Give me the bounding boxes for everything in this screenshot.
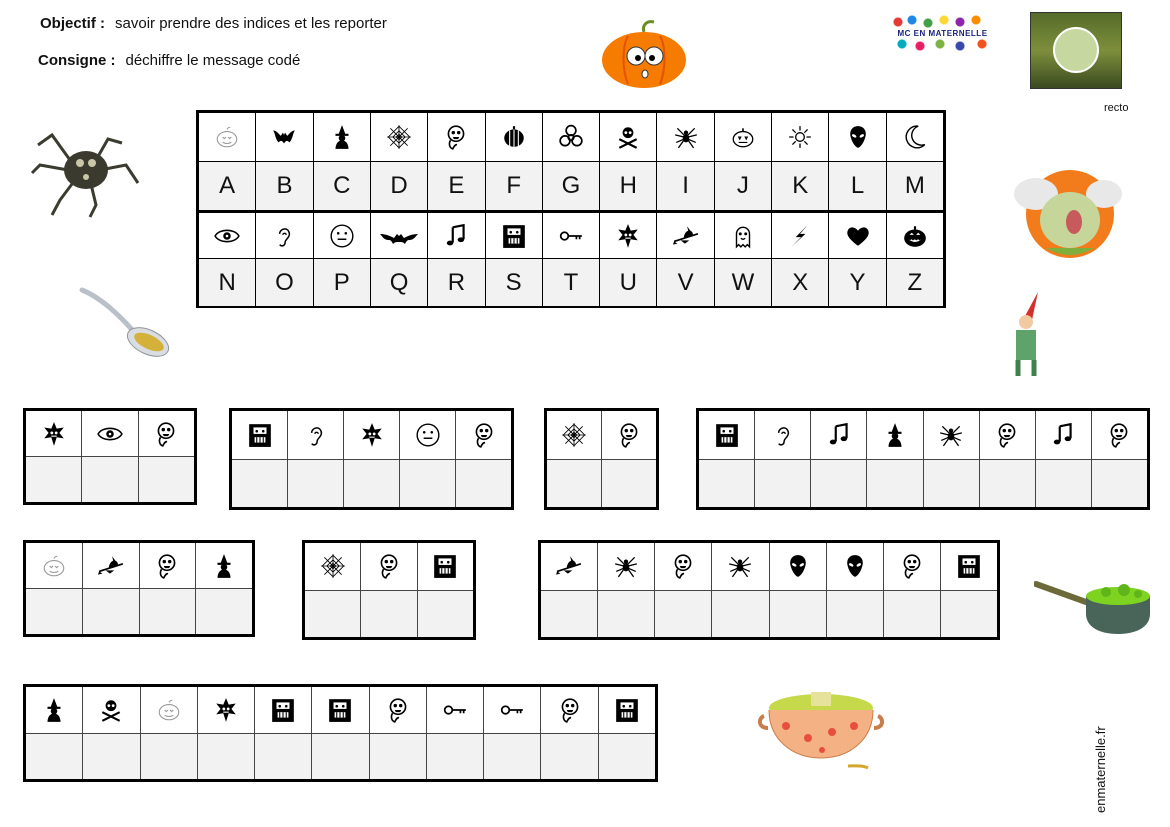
coded-symbol-cell <box>83 687 139 733</box>
key-letter-cell: I <box>657 162 713 210</box>
coded-symbol-cell <box>427 687 483 733</box>
instruction-line <box>38 52 300 69</box>
key-symbol-cell <box>314 113 370 161</box>
coded-symbol-cell <box>312 687 368 733</box>
objective-line <box>40 15 387 32</box>
coded-symbol-cell <box>712 543 768 590</box>
flying-witch-icon <box>673 223 699 249</box>
key-letter-cell: T <box>543 259 599 306</box>
star-monster-icon <box>213 697 239 723</box>
coded-symbol-cell <box>141 687 197 733</box>
frankenstein-icon <box>614 697 640 723</box>
answer-letter-cell[interactable] <box>541 734 597 780</box>
skull-face-icon <box>994 422 1020 448</box>
coded-symbol-cell <box>344 411 399 459</box>
frankenstein-icon <box>714 422 740 448</box>
flying-witch-icon <box>98 553 124 579</box>
coded-symbol-cell <box>288 411 343 459</box>
biohazard-icon <box>558 124 584 150</box>
key-symbol-cell <box>314 211 370 258</box>
coded-symbol-cell <box>82 411 137 456</box>
key-symbol-cell <box>829 113 885 161</box>
coded-symbol-cell <box>1092 411 1147 459</box>
recto-label: recto <box>1104 102 1129 114</box>
frankenstein-icon <box>327 697 353 723</box>
answer-letter-cell[interactable] <box>884 591 940 638</box>
coded-symbol-cell <box>370 687 426 733</box>
key-letter-cell: E <box>428 162 484 210</box>
key-letter-cell: S <box>486 259 542 306</box>
key-symbol-cell <box>887 113 943 161</box>
ear-icon <box>770 422 796 448</box>
key-symbol-cell <box>772 211 828 258</box>
key-letter-cell: C <box>314 162 370 210</box>
coded-symbol-cell <box>599 687 655 733</box>
key-symbol-cell <box>486 113 542 161</box>
coded-symbol-cell <box>541 687 597 733</box>
star-monster-icon <box>359 422 385 448</box>
key-letter-cell: F <box>486 162 542 210</box>
answer-letter-cell[interactable] <box>547 460 601 508</box>
cauldron-pot-illustration <box>1034 572 1158 638</box>
coded-symbol-cell <box>980 411 1035 459</box>
key-icon <box>558 223 584 249</box>
bat-icon <box>271 124 297 150</box>
answer-letter-cell[interactable] <box>980 460 1035 508</box>
answer-letter-cell[interactable] <box>83 734 139 780</box>
skull-crossbones-icon <box>615 124 641 150</box>
answer-letter-cell[interactable] <box>941 591 997 638</box>
key-icon <box>499 697 525 723</box>
spider-icon <box>938 422 964 448</box>
word-box-6 <box>302 540 476 640</box>
coded-symbol-cell <box>232 411 287 459</box>
answer-letter-cell[interactable] <box>26 457 81 502</box>
answer-letter-cell[interactable] <box>288 460 343 508</box>
key-letter-cell: V <box>657 259 713 306</box>
skull-face-icon <box>471 422 497 448</box>
word-box-1 <box>23 408 197 505</box>
word-box-5 <box>23 540 255 637</box>
key-symbol-cell <box>256 113 312 161</box>
coded-symbol-cell <box>139 411 194 456</box>
coded-symbol-cell <box>83 543 139 588</box>
coded-symbol-cell <box>655 543 711 590</box>
answer-letter-cell[interactable] <box>196 589 252 634</box>
skull-face-icon <box>154 553 180 579</box>
word-box-3 <box>544 408 659 510</box>
key-symbol-cell <box>199 113 255 161</box>
coded-symbol-cell <box>26 543 82 588</box>
answer-letter-cell[interactable] <box>602 460 656 508</box>
music-note-icon <box>826 422 852 448</box>
answer-letter-cell[interactable] <box>198 734 254 780</box>
key-symbol-cell <box>543 113 599 161</box>
spoon-illustration <box>78 282 173 360</box>
coded-symbol-cell <box>26 687 82 733</box>
objective-text: savoir prendre des indices et les reporter <box>115 15 387 32</box>
skull-face-icon <box>899 553 925 579</box>
ear-icon <box>303 422 329 448</box>
word-box-2 <box>229 408 514 510</box>
answer-letter-cell[interactable] <box>26 589 82 634</box>
answer-letter-cell[interactable] <box>418 591 473 638</box>
answer-letter-cell[interactable] <box>232 460 287 508</box>
skull-face-icon <box>443 124 469 150</box>
coded-symbol-cell <box>361 543 416 590</box>
spider-icon <box>727 553 753 579</box>
skull-face-icon <box>153 421 179 447</box>
key-symbol-cell <box>371 211 427 258</box>
gnome-illustration <box>1004 290 1048 378</box>
spider-illustration <box>30 125 142 220</box>
coded-symbol-cell <box>602 411 656 459</box>
witch-icon <box>41 697 67 723</box>
key-letter-cell: G <box>543 162 599 210</box>
answer-letter-cell[interactable] <box>255 734 311 780</box>
key-letter-cell: R <box>428 259 484 306</box>
key-letter-cell: D <box>371 162 427 210</box>
jack-o-lantern-icon <box>902 223 928 249</box>
coded-symbol-cell <box>924 411 979 459</box>
logo-text: MC EN MATERNELLE <box>897 28 988 38</box>
pumpkin-outline-icon <box>214 124 240 150</box>
skull-crossbones-icon <box>98 697 124 723</box>
answer-letter-cell[interactable] <box>924 460 979 508</box>
skull-face-icon <box>557 697 583 723</box>
objective-label: Objectif : <box>40 15 106 32</box>
star-monster-icon <box>41 421 67 447</box>
key-symbol-cell <box>657 113 713 161</box>
answer-letter-cell[interactable] <box>305 591 360 638</box>
key-letter-cell: B <box>256 162 312 210</box>
soup-bowl-illustration <box>756 686 886 774</box>
key-symbol-cell <box>829 211 885 258</box>
alien-head-icon <box>845 124 871 150</box>
spider-icon <box>613 553 639 579</box>
coded-symbol-cell <box>699 411 754 459</box>
answer-letter-cell[interactable] <box>456 460 511 508</box>
witch-icon <box>882 422 908 448</box>
spiderweb-icon <box>320 553 346 579</box>
site-url: enmaternelle.fr <box>1093 726 1108 813</box>
coded-symbol-cell <box>884 543 940 590</box>
key-letter-cell: O <box>256 259 312 306</box>
key-letter-cell: N <box>199 259 255 306</box>
answer-letter-cell[interactable] <box>344 460 399 508</box>
sun-icon <box>787 124 813 150</box>
witch-icon <box>329 124 355 150</box>
key-letter-cell: U <box>600 259 656 306</box>
answer-letter-cell[interactable] <box>827 591 883 638</box>
instruction-label: Consigne : <box>38 52 116 69</box>
coded-symbol-cell <box>26 411 81 456</box>
coded-symbol-cell <box>547 411 601 459</box>
key-symbol-cell <box>715 211 771 258</box>
key-letter-cell: Y <box>829 259 885 306</box>
coded-symbol-cell <box>811 411 866 459</box>
neutral-face-icon <box>415 422 441 448</box>
coded-symbol-cell <box>541 543 597 590</box>
coded-symbol-cell <box>456 411 511 459</box>
frankenstein-icon <box>247 422 273 448</box>
ghost-icon <box>730 223 756 249</box>
key-letter-cell: L <box>829 162 885 210</box>
spiderweb-icon <box>561 422 587 448</box>
star-monster-icon <box>615 223 641 249</box>
key-letter-cell: K <box>772 162 828 210</box>
instruction-text: déchiffre le message codé <box>125 52 301 69</box>
key-symbol-cell <box>256 211 312 258</box>
answer-letter-cell[interactable] <box>139 457 194 502</box>
key-letter-cell: Z <box>887 259 943 306</box>
skull-face-icon <box>670 553 696 579</box>
answer-letter-cell[interactable] <box>770 591 826 638</box>
skull-face-icon <box>385 697 411 723</box>
answer-letter-cell[interactable] <box>484 734 540 780</box>
spider-icon <box>673 124 699 150</box>
pumpkin-outline-icon <box>156 697 182 723</box>
key-letter-cell: W <box>715 259 771 306</box>
key-letter-cell: X <box>772 259 828 306</box>
answer-letter-cell[interactable] <box>599 734 655 780</box>
answer-letter-cell[interactable] <box>1092 460 1147 508</box>
coded-symbol-cell <box>196 543 252 588</box>
music-note-icon <box>443 223 469 249</box>
answer-letter-cell[interactable] <box>655 591 711 638</box>
cipher-key-table <box>196 110 946 308</box>
key-symbol-cell <box>600 113 656 161</box>
answer-letter-cell[interactable] <box>141 734 197 780</box>
answer-letter-cell[interactable] <box>811 460 866 508</box>
jack-o-lantern-outline-icon <box>730 124 756 150</box>
key-letter-cell: P <box>314 259 370 306</box>
answer-letter-cell[interactable] <box>26 734 82 780</box>
answer-letter-cell[interactable] <box>1036 460 1091 508</box>
book-cover-image <box>1030 12 1122 89</box>
coded-symbol-cell <box>755 411 810 459</box>
spiderweb-icon <box>386 124 412 150</box>
key-symbol-cell <box>600 211 656 258</box>
answer-letter-cell[interactable] <box>598 591 654 638</box>
coded-symbol-cell <box>305 543 360 590</box>
alien-head-icon <box>842 553 868 579</box>
coded-symbol-cell <box>255 687 311 733</box>
coded-symbol-cell <box>770 543 826 590</box>
key-symbol-cell <box>657 211 713 258</box>
alien-head-icon <box>785 553 811 579</box>
ear-icon <box>271 223 297 249</box>
pumpkin-cage-icon <box>501 124 527 150</box>
key-icon <box>442 697 468 723</box>
answer-letter-cell[interactable] <box>361 591 416 638</box>
witch-face-illustration <box>1012 164 1122 262</box>
pumpkin-illustration <box>598 18 690 90</box>
key-symbol-cell <box>772 113 828 161</box>
key-letter-cell: J <box>715 162 771 210</box>
coded-symbol-cell <box>140 543 196 588</box>
coded-symbol-cell <box>827 543 883 590</box>
eye-icon <box>97 421 123 447</box>
pumpkin-outline-icon <box>41 553 67 579</box>
skull-face-icon <box>376 553 402 579</box>
answer-letter-cell[interactable] <box>82 457 137 502</box>
coded-symbol-cell <box>484 687 540 733</box>
key-symbol-cell <box>199 211 255 258</box>
key-symbol-cell <box>543 211 599 258</box>
coded-symbol-cell <box>400 411 455 459</box>
neutral-face-icon <box>329 223 355 249</box>
frankenstein-icon <box>270 697 296 723</box>
answer-letter-cell[interactable] <box>370 734 426 780</box>
answer-letter-cell[interactable] <box>83 589 139 634</box>
key-symbol-cell <box>887 211 943 258</box>
answer-letter-cell[interactable] <box>400 460 455 508</box>
eye-icon <box>214 223 240 249</box>
answer-letter-cell[interactable] <box>312 734 368 780</box>
witch-icon <box>211 553 237 579</box>
moon-icon <box>902 124 928 150</box>
key-symbol-cell <box>428 211 484 258</box>
answer-letter-cell[interactable] <box>712 591 768 638</box>
answer-letter-cell[interactable] <box>699 460 754 508</box>
bat-wide-icon <box>379 223 419 249</box>
lightning-icon <box>787 223 813 249</box>
key-symbol-cell <box>428 113 484 161</box>
key-letter-cell: M <box>887 162 943 210</box>
heart-icon <box>845 223 871 249</box>
word-box-4 <box>696 408 1150 510</box>
word-box-8 <box>23 684 658 782</box>
key-letter-cell: A <box>199 162 255 210</box>
key-letter-cell: Q <box>371 259 427 306</box>
frankenstein-icon <box>432 553 458 579</box>
coded-symbol-cell <box>941 543 997 590</box>
answer-letter-cell[interactable] <box>755 460 810 508</box>
answer-letter-cell[interactable] <box>427 734 483 780</box>
flying-witch-icon <box>556 553 582 579</box>
key-symbol-cell <box>371 113 427 161</box>
word-box-7 <box>538 540 1000 640</box>
key-symbol-cell <box>486 211 542 258</box>
coded-symbol-cell <box>198 687 254 733</box>
answer-letter-cell[interactable] <box>541 591 597 638</box>
answer-letter-cell[interactable] <box>867 460 922 508</box>
mc-en-maternelle-logo <box>890 14 995 52</box>
skull-face-icon <box>1106 422 1132 448</box>
coded-symbol-cell <box>418 543 473 590</box>
answer-letter-cell[interactable] <box>140 589 196 634</box>
key-symbol-cell <box>715 113 771 161</box>
key-letter-cell: H <box>600 162 656 210</box>
skull-face-icon <box>616 422 642 448</box>
coded-symbol-cell <box>1036 411 1091 459</box>
frankenstein-icon <box>501 223 527 249</box>
coded-symbol-cell <box>598 543 654 590</box>
coded-symbol-cell <box>867 411 922 459</box>
music-note-icon <box>1050 422 1076 448</box>
frankenstein-icon <box>956 553 982 579</box>
